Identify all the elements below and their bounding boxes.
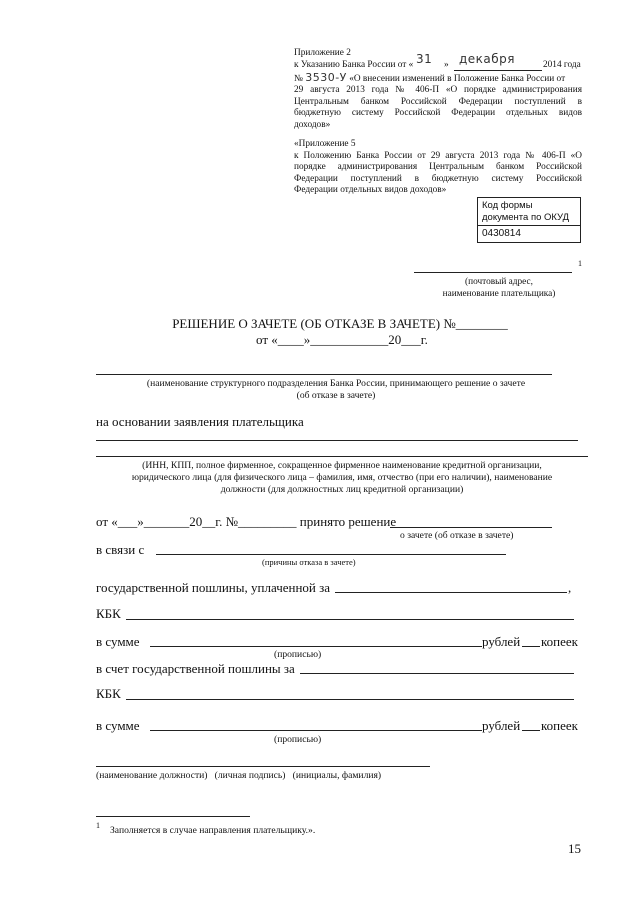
okud-code-cell: 0430814 [478,226,581,243]
kbk-label-1: КБК [96,606,121,621]
reasons-caption: (причины отказа в зачете) [262,557,356,567]
annex2-block [294,48,582,132]
kbk-label-2: КБК [96,686,121,701]
sum-label-2: в сумме [96,718,140,733]
credit-label: в счет государственной пошлины за [96,661,295,676]
month-handwritten: декабря [459,51,516,66]
annex5-line4: Федерации отдельных видов доходов» [294,185,447,196]
annex2-line1: к Указанию Банка России от « 31 » декабря 2014 года [294,51,581,70]
footnote-text: Заполняется в случае направления плательщику.». [110,825,316,836]
address-footnote-mark: 1 [578,259,582,268]
decision-date-line: от «____»____________20___г. [256,332,428,347]
number-handwritten: 3530-У [305,70,347,84]
decision-title: РЕШЕНИЕ О ЗАЧЕТЕ (ОБ ОТКАЗЕ В ЗАЧЕТЕ) №________ [172,316,508,331]
okud-code-table [477,197,581,243]
sum-label-1: в сумме [96,634,140,649]
annex2-title: Приложение 2 [294,48,351,58]
annex5-line2: порядке администрирования Центральным банком Российской [294,162,582,173]
in-words-caption-1: (прописью) [274,649,322,660]
annex5-line1: к Положению Банка России от 29 августа 2013 года № 406-П «О [294,150,582,161]
annex2-line6: доходов» [294,119,331,130]
signature-caption: (наименование должности) (личная подпись) (инициалы, фамилия) [96,770,382,781]
annex5-title: «Приложение 5 [294,139,356,149]
rubles-label-1: рублей [482,634,521,649]
duty-paid-label: государственной пошлины, уплаченной за [96,580,331,595]
in-words-caption-2: (прописью) [274,734,322,745]
decision-caption: о зачете (об отказе в зачете) [400,530,514,541]
address-caption: (почтовый адрес, наименование плательщика) [442,277,556,299]
from-line: от «___»_______20__г. №_________ принято решение [96,514,397,529]
due-to-label: в связи с [96,542,145,557]
day-handwritten: 31 [416,51,433,66]
okud-label-cell: Код формы документа по ОКУД [478,198,581,226]
annex2-line4: Центральным банком Российской Федерации поступлений в [294,96,582,107]
page-number: 15 [568,841,581,856]
kopecks-label-1: копеек [541,634,578,649]
annex2-line3: 29 августа 2013 года № 406-П «О порядке администрирования [294,85,582,96]
payer-caption: (ИНН, КПП, полное фирменное, сокращенное фирменное наименование кредитной организации, юридического лица (для физического лица – фамилия, имя, отчество (при его наличии), наименование должности (для должностных лиц кредитной организации) [131,460,553,495]
basis-text: на основании заявления плательщика [96,414,304,429]
annex2-line2: № 3530-У «О внесении изменений в Положение Банка России от [294,70,566,84]
kopecks-label-2: копеек [541,718,578,733]
rubles-label-2: рублей [482,718,521,733]
annex5-block [294,139,582,197]
annex2-line5: бюджетную систему Российской Федерации отдельных видов [294,108,582,119]
subdivision-caption: (наименование структурного подразделения Банка России, принимающего решение о зачете (об отказе в зачете) [146,378,526,401]
footnote-mark: 1 [96,821,100,830]
annex5-line3: Федерации поступлений в бюджетную систему Российской [294,173,582,184]
